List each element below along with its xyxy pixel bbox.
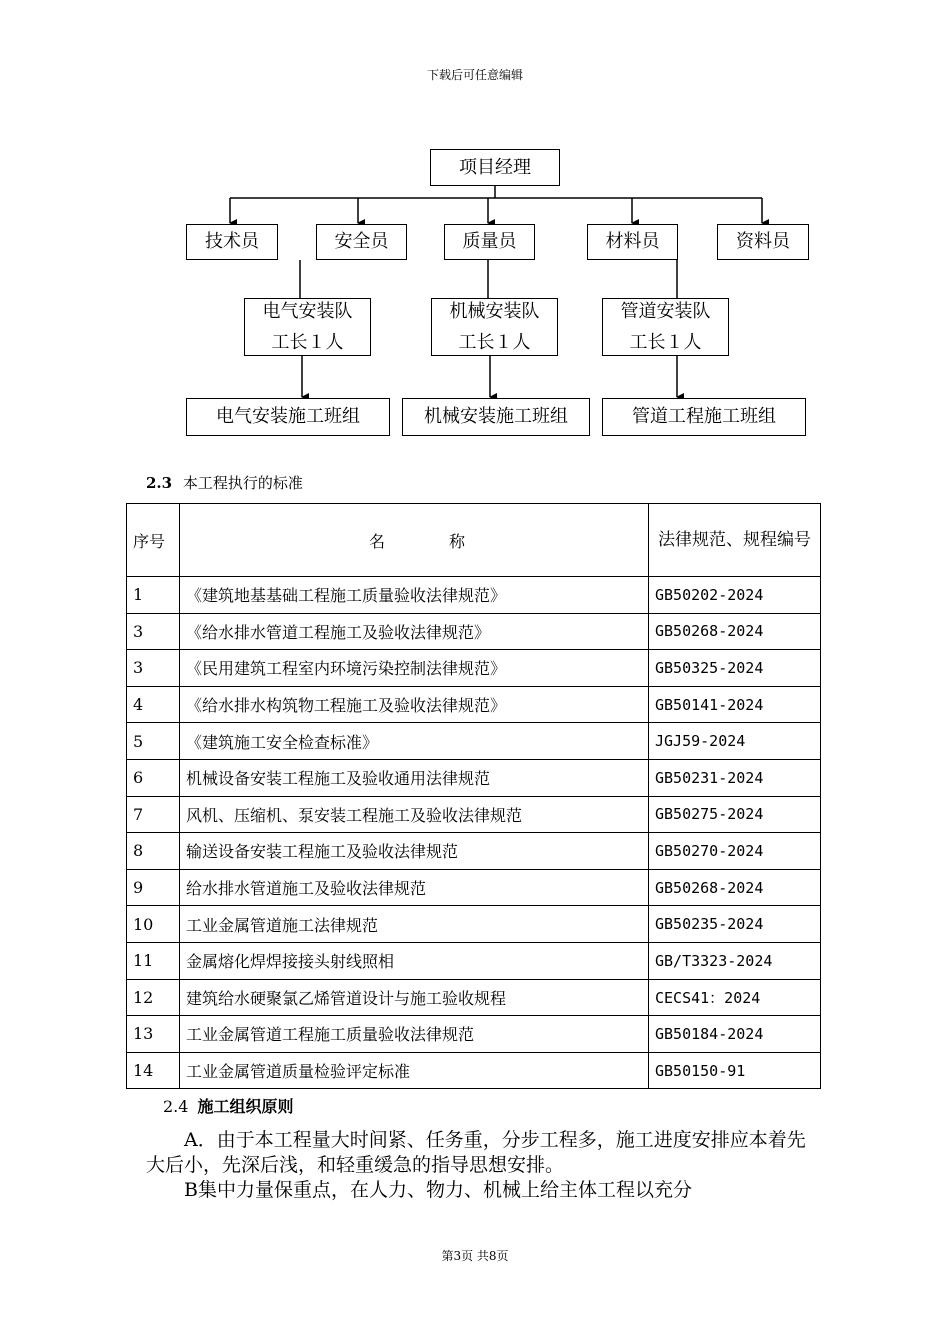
row-number: 11 — [127, 942, 180, 979]
header-code: 法律规范、规程编号 — [649, 504, 821, 577]
table-row — [127, 906, 821, 943]
section-number: 2.4 — [163, 1097, 189, 1116]
row-number: 9 — [127, 869, 180, 906]
standard-name: 机械设备安装工程施工及验收通用法律规范 — [180, 759, 649, 796]
standards-table — [126, 503, 821, 1089]
org-box-pipeline-team — [602, 298, 729, 356]
page-footer: 第3页 共8页 — [441, 1249, 509, 1263]
row-number: 14 — [127, 1052, 180, 1089]
table-row — [127, 979, 821, 1016]
section-2-3-heading — [146, 472, 303, 493]
standard-code: GB50150-91 — [649, 1052, 821, 1089]
table-row — [127, 613, 821, 650]
org-box-records-officer: 资料员 — [717, 224, 809, 260]
header-name: 名 称 — [180, 504, 649, 577]
standard-code: GB50275-2024 — [649, 796, 821, 833]
row-number: 5 — [127, 723, 180, 760]
table-row — [127, 796, 821, 833]
org-box-mechanical-team — [431, 298, 558, 356]
standard-code: GB/T3323-2024 — [649, 942, 821, 979]
team-name: 电气安装队 — [262, 300, 353, 322]
table-header-row — [127, 504, 821, 577]
row-number: 8 — [127, 833, 180, 870]
standard-code: GB50202-2024 — [649, 577, 821, 614]
section-title: 施工组织原则 — [197, 1097, 294, 1116]
standard-code: GB50268-2024 — [649, 613, 821, 650]
team-foreman: 工长１人 — [458, 332, 531, 353]
org-box-project-manager: 项目经理 — [430, 149, 560, 186]
org-box-technician: 技术员 — [186, 224, 278, 260]
paragraph-b: B集中力量保重点，在人力、物力、机械上给主体工程以充分 — [184, 1179, 692, 1201]
standard-name: 工业金属管道施工法律规范 — [180, 906, 649, 943]
org-box-electrical-group: 电气安装施工班组 — [186, 398, 390, 436]
standard-name: 风机、压缩机、泵安装工程施工及验收法律规范 — [180, 796, 649, 833]
standard-name: 给水排水管道施工及验收法律规范 — [180, 869, 649, 906]
org-box-mechanical-group: 机械安装施工班组 — [402, 398, 590, 436]
row-number: 3 — [127, 650, 180, 687]
standard-name: 建筑给水硬聚氯乙烯管道设计与施工验收规程 — [180, 979, 649, 1016]
standard-name: 工业金属管道工程施工质量验收法律规范 — [180, 1016, 649, 1053]
standard-name: 《给水排水构筑物工程施工及验收法律规范》 — [180, 686, 649, 723]
standard-name: 《建筑施工安全检查标准》 — [180, 723, 649, 760]
table-row — [127, 942, 821, 979]
section-number: 2.3 — [146, 474, 173, 492]
row-number: 12 — [127, 979, 180, 1016]
standard-code: GB50235-2024 — [649, 906, 821, 943]
org-box-pipeline-group: 管道工程施工班组 — [602, 398, 806, 436]
standard-code: GB50270-2024 — [649, 833, 821, 870]
section-2-4-heading — [163, 1094, 294, 1117]
row-number: 10 — [127, 906, 180, 943]
paragraph-a: A．由于本工程量大时间紧、任务重，分步工程多，施工进度安排应本着先大后小，先深后浅，和轻重缓急的指导思想安排。 — [146, 1129, 806, 1176]
standard-name: 工业金属管道质量检验评定标准 — [180, 1052, 649, 1089]
standard-code: GB50325-2024 — [649, 650, 821, 687]
standard-name: 金属熔化焊焊接接头射线照相 — [180, 942, 649, 979]
row-number: 4 — [127, 686, 180, 723]
row-number: 1 — [127, 577, 180, 614]
team-name: 机械安装队 — [449, 300, 540, 322]
table-row — [127, 869, 821, 906]
standard-code: GB50184-2024 — [649, 1016, 821, 1053]
standard-code: JGJ59-2024 — [649, 723, 821, 760]
standard-name: 《给水排水管道工程施工及验收法律规范》 — [180, 613, 649, 650]
standard-code: GB50231-2024 — [649, 759, 821, 796]
table-row — [127, 723, 821, 760]
org-box-electrical-team — [244, 298, 371, 356]
table-row — [127, 577, 821, 614]
table-row — [127, 759, 821, 796]
table-row — [127, 650, 821, 687]
header-no: 序号 — [127, 504, 180, 577]
standard-code: GB50141-2024 — [649, 686, 821, 723]
table-row — [127, 1016, 821, 1053]
section-title: 本工程执行的标准 — [182, 474, 303, 492]
row-number: 3 — [127, 613, 180, 650]
row-number: 13 — [127, 1016, 180, 1053]
standard-name: 《建筑地基基础工程施工质量验收法律规范》 — [180, 577, 649, 614]
header-note: 下载后可任意编辑 — [426, 68, 523, 82]
standard-code: CECS41：2024 — [649, 979, 821, 1016]
team-foreman: 工长１人 — [271, 332, 344, 353]
table-row — [127, 833, 821, 870]
org-box-materials-officer: 材料员 — [587, 224, 678, 260]
table-row — [127, 1052, 821, 1089]
standard-code: GB50268-2024 — [649, 869, 821, 906]
team-name: 管道安装队 — [620, 300, 711, 322]
team-foreman: 工长１人 — [629, 332, 702, 353]
row-number: 7 — [127, 796, 180, 833]
standard-name: 输送设备安装工程施工及验收法律规范 — [180, 833, 649, 870]
org-box-quality-officer: 质量员 — [444, 224, 535, 260]
table-row — [127, 686, 821, 723]
standard-name: 《民用建筑工程室内环境污染控制法律规范》 — [180, 650, 649, 687]
row-number: 6 — [127, 759, 180, 796]
org-box-safety-officer: 安全员 — [316, 224, 407, 260]
